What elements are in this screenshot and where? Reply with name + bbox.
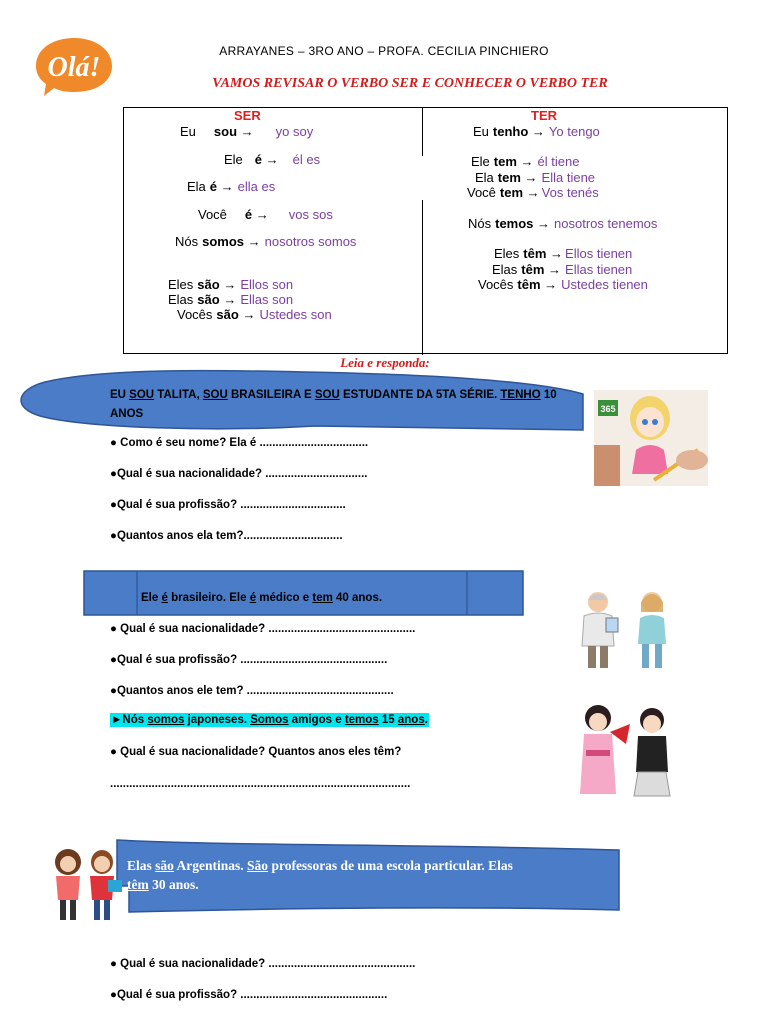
ser-label: SER xyxy=(234,108,261,123)
verb-form: têm xyxy=(521,262,545,277)
nos-question: ● Qual é sua nacionalidade? Quantos anos eles têm? xyxy=(110,746,402,758)
pronoun: Elas xyxy=(168,292,194,307)
pronoun: Nós xyxy=(175,234,199,249)
ser-row xyxy=(187,179,275,194)
ter-label: TER xyxy=(531,108,557,123)
ser-row xyxy=(168,277,293,292)
arrow: → xyxy=(223,292,237,307)
verb-form: são xyxy=(197,292,220,307)
nos-answer-line: .............................................................................................. xyxy=(110,778,411,790)
question: ●Qual é sua profissão? .............................................. xyxy=(110,989,388,1001)
verb-form: é xyxy=(254,152,263,167)
pronoun: Eu xyxy=(473,124,489,139)
question: ● Como é seu nome? Ela é .................................. xyxy=(110,437,369,449)
japanese-kids-illustration xyxy=(574,702,674,802)
pronoun: Eles xyxy=(168,277,194,292)
spanish-translation: él es xyxy=(292,152,321,167)
spanish-translation: nosotros somos xyxy=(264,234,357,249)
ser-row xyxy=(175,234,356,249)
arrow: → xyxy=(240,124,254,139)
elas-text: Elas são Argentinas. São professoras de uma escola particular. Elas têm 30 anos. xyxy=(127,858,513,892)
table-divider-bottom xyxy=(422,200,423,355)
arrow: → xyxy=(524,170,538,185)
teachers-illustration xyxy=(48,848,126,924)
ter-row xyxy=(494,246,632,261)
spanish-translation: Ellas tienen xyxy=(565,262,633,277)
pronoun: Você xyxy=(198,207,227,222)
spanish-translation: Vos tenés xyxy=(541,185,599,200)
ter-row xyxy=(475,170,595,185)
arrow: → xyxy=(526,185,540,200)
ter-row xyxy=(468,216,657,231)
verb-form: tem xyxy=(497,170,521,185)
ser-row xyxy=(198,207,333,222)
spanish-translation: Ellas son xyxy=(240,292,294,307)
leia-responda: Leia e responda: xyxy=(340,355,430,370)
pronoun: Ele xyxy=(471,154,490,169)
talita-illustration xyxy=(594,390,708,486)
ter-row xyxy=(478,277,648,292)
arrow: → xyxy=(247,234,261,249)
pronoun: Ela xyxy=(187,179,206,194)
spanish-translation: nosotros tenemos xyxy=(554,216,658,231)
pronoun: Vocês xyxy=(478,277,514,292)
pronoun: Eles xyxy=(494,246,520,261)
arrow: → xyxy=(531,124,545,139)
arrow: → xyxy=(265,152,279,167)
question: ●Qual é sua nacionalidade? ................................ xyxy=(110,468,368,480)
question: ●Quantos anos ela tem?............................... xyxy=(110,530,343,542)
spanish-translation: Ustedes tienen xyxy=(561,277,648,292)
arrow: → xyxy=(255,207,269,222)
spanish-translation: Ella tiene xyxy=(541,170,596,185)
verb-table xyxy=(123,107,728,354)
pronoun: Elas xyxy=(492,262,518,277)
pronoun: Ele xyxy=(224,152,243,167)
verb-form: são xyxy=(216,307,239,322)
question: ● Qual é sua nacionalidade? .............................................. xyxy=(110,958,416,970)
spanish-translation: yo soy xyxy=(275,124,314,139)
pronoun: Nós xyxy=(468,216,492,231)
ser-row xyxy=(168,292,293,307)
arrow: → xyxy=(548,262,562,277)
verb-form: é xyxy=(209,179,218,194)
doctor-patient-illustration xyxy=(570,588,678,674)
ter-row xyxy=(492,262,632,277)
question: ●Qual é sua profissão? .............................................. xyxy=(110,654,388,666)
talita-text: EU SOU TALITA, SOU BRASILEIRA E SOU ESTUDANTE DA 5TA SÉRIE. TENHO 10 ANOS xyxy=(110,389,557,420)
table-divider-top xyxy=(422,108,423,156)
question: ●Qual é sua profissão? ................................. xyxy=(110,499,346,511)
arrow: → xyxy=(242,307,256,322)
ser-row xyxy=(180,124,313,139)
verb-form: tem xyxy=(499,185,524,200)
ser-row xyxy=(224,152,320,167)
arrow: → xyxy=(537,216,551,231)
ele-text: Ele é brasileiro. Ele é médico e tem 40 anos. xyxy=(141,592,383,604)
verb-form: têm xyxy=(517,277,541,292)
arrow: → xyxy=(520,154,534,169)
verb-form: sou xyxy=(213,124,238,139)
arrow: → xyxy=(550,246,564,261)
verb-form: tenho xyxy=(492,124,529,139)
verb-form: tem xyxy=(493,154,517,169)
pronoun: Eu xyxy=(180,124,196,139)
ter-row xyxy=(471,154,579,169)
spanish-translation: él tiene xyxy=(537,154,580,169)
verb-form: é xyxy=(244,207,253,222)
spanish-translation: Yo tengo xyxy=(548,124,600,139)
spanish-translation: ella es xyxy=(237,179,276,194)
spanish-translation: Ellos tienen xyxy=(565,246,633,261)
ter-row xyxy=(473,124,600,139)
spanish-translation: Ellos son xyxy=(240,277,294,292)
verb-form: somos xyxy=(202,234,245,249)
arrow: → xyxy=(544,277,558,292)
verb-form: são xyxy=(197,277,220,292)
spanish-translation: Ustedes son xyxy=(259,307,332,322)
verb-form: têm xyxy=(523,246,547,261)
page-subtitle: VAMOS REVISAR O VERBO SER E CONHECER O VERBO TER xyxy=(212,76,608,91)
ter-row xyxy=(467,185,599,200)
pronoun: Ela xyxy=(475,170,494,185)
spanish-translation: vos sos xyxy=(288,207,333,222)
question: ● Qual é sua nacionalidade? .............................................. xyxy=(110,623,416,635)
pronoun: Vocês xyxy=(177,307,213,322)
page-header: ARRAYANES – 3RO ANO – PROFA. CECILIA PINCHIERO xyxy=(219,44,549,58)
nos-highlight: ►Nós somos japoneses. Somos amigos e temos 15 anos. xyxy=(111,714,428,726)
pronoun: Você xyxy=(467,185,496,200)
verb-form: temos xyxy=(495,216,534,231)
arrow: → xyxy=(220,179,234,194)
logo-text: Olá! xyxy=(47,52,101,83)
svg-text:365: 365 xyxy=(600,404,616,414)
ser-row xyxy=(177,307,332,322)
arrow: → xyxy=(223,277,237,292)
question: ●Quantos anos ele tem? .............................................. xyxy=(110,685,394,697)
